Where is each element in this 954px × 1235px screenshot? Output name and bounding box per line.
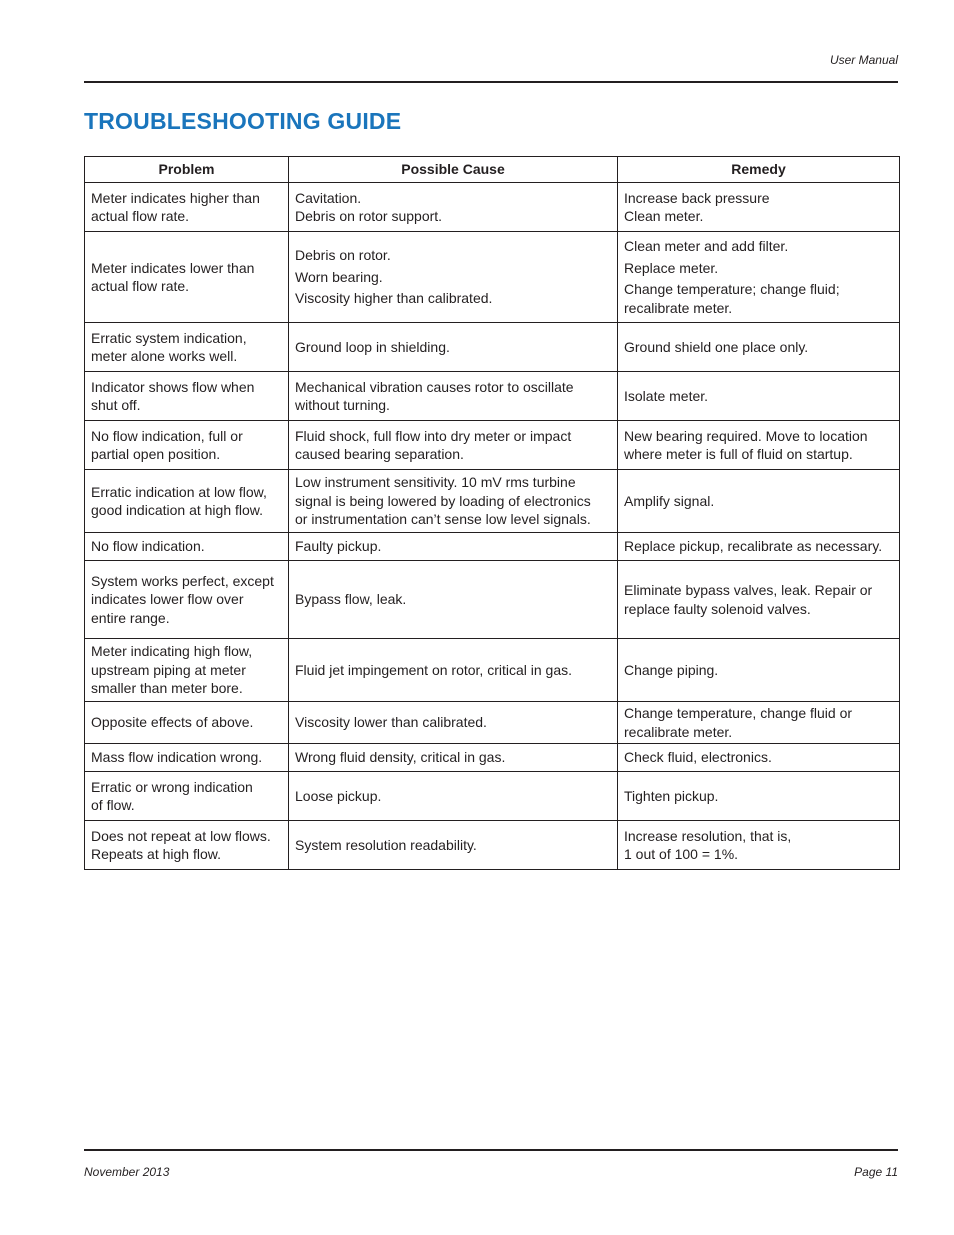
remedy-cell <box>618 744 900 772</box>
cell-line: Viscosity lower than calibrated. <box>295 714 487 731</box>
remedy-cell <box>618 772 900 821</box>
cell-line: caused bearing separation. <box>295 446 464 462</box>
cell-line: Opposite effects of above. <box>91 714 254 731</box>
problem-cell <box>85 372 289 421</box>
column-header-problem: Problem <box>85 157 289 183</box>
cell-line: Change piping. <box>624 661 719 678</box>
cell-line: Wrong fluid density, critical in gas. <box>295 749 506 766</box>
cell-line: or instrumentation can’t sense low level signals. <box>295 511 591 528</box>
page-title: TROUBLESHOOTING GUIDE <box>84 108 402 134</box>
cell-line: indicates lower flow over <box>91 591 244 608</box>
table-row <box>85 744 900 772</box>
troubleshooting-table <box>84 156 900 870</box>
cell-line: good indication at high flow. <box>91 502 264 518</box>
problem-cell <box>85 744 289 772</box>
cell-line: Fluid shock, full flow into dry meter or impact <box>295 427 572 444</box>
cell-line: Mechanical vibration causes rotor to oscillate <box>295 378 574 395</box>
cell-line: Change temperature; change fluid; recalibrate meter. <box>624 281 840 316</box>
cell-line: New bearing required. Move to location <box>624 427 868 444</box>
table-row <box>85 821 900 870</box>
cell-line: Clean meter and add filter. <box>624 238 789 254</box>
cell-line: Amplify signal. <box>624 492 715 509</box>
cause-cell <box>289 821 618 870</box>
cause-cell <box>289 421 618 470</box>
cell-line: Viscosity higher than calibrated. <box>295 290 493 307</box>
cell-line: Replace meter. <box>624 259 719 276</box>
table-row <box>85 183 900 232</box>
problem-cell <box>85 232 289 323</box>
cell-line: actual flow rate. <box>91 278 190 294</box>
problem-cell <box>85 772 289 821</box>
table-row <box>85 323 900 372</box>
footer-date: November 2013 <box>84 1165 170 1179</box>
cell-line: partial open position. <box>91 446 221 462</box>
column-header-possible-cause: Possible Cause <box>289 157 618 183</box>
cell-line: Check fluid, electronics. <box>624 749 772 766</box>
cell-line: Meter indicates lower than <box>91 259 255 276</box>
cell-line: No flow indication, full or <box>91 427 243 444</box>
table-row <box>85 702 900 744</box>
remedy-cell <box>618 639 900 702</box>
cell-line: replace faulty solenoid valves. <box>624 600 811 617</box>
cell-line: Loose pickup. <box>295 787 382 804</box>
cell-line: 1 out of 100 = 1%. <box>624 846 739 862</box>
column-header-remedy: Remedy <box>618 157 900 183</box>
remedy-cell <box>618 232 900 323</box>
cause-cell <box>289 183 618 232</box>
cell-line: upstream piping at meter <box>91 661 246 678</box>
cell-line: smaller than meter bore. <box>91 680 243 697</box>
table-row <box>85 533 900 561</box>
cell-line: shut off. <box>91 397 141 413</box>
remedy-cell <box>618 821 900 870</box>
cell-line: Bypass flow, leak. <box>295 591 407 608</box>
table-row <box>85 470 900 533</box>
cause-cell <box>289 533 618 561</box>
header-rule <box>84 81 898 83</box>
cell-line: System works perfect, except <box>91 572 274 589</box>
cell-line: Replace pickup, recalibrate as necessary. <box>624 538 883 555</box>
problem-cell <box>85 702 289 744</box>
cell-line: Debris on rotor support. <box>295 208 443 224</box>
cell-line: Change temperature, change fluid or <box>624 705 853 721</box>
cell-line: Cavitation. <box>295 189 362 206</box>
cell-line: Ground loop in shielding. <box>295 338 450 355</box>
problem-cell <box>85 533 289 561</box>
table-header-row <box>85 157 900 183</box>
remedy-cell <box>618 421 900 470</box>
table-row <box>85 372 900 421</box>
cell-line: Erratic system indication, <box>91 329 247 346</box>
cell-line: Clean meter. <box>624 208 704 224</box>
remedy-cell <box>618 702 900 744</box>
cell-line: actual flow rate. <box>91 208 190 224</box>
cell-line: No flow indication. <box>91 538 205 555</box>
cell-line: Mass flow indication wrong. <box>91 749 263 766</box>
problem-cell <box>85 421 289 470</box>
cell-line: Debris on rotor. <box>295 247 391 264</box>
running-header: User Manual <box>829 53 898 67</box>
cell-line: Low instrument sensitivity. 10 mV rms turbine <box>295 474 576 491</box>
cell-line: meter alone works well. <box>91 348 238 364</box>
cause-cell <box>289 470 618 533</box>
cell-line: Tighten pickup. <box>624 787 719 804</box>
remedy-cell <box>618 183 900 232</box>
cell-line: Eliminate bypass valves, leak. Repair or <box>624 582 873 598</box>
table-row <box>85 421 900 470</box>
cell-line: Worn bearing. <box>295 268 383 285</box>
cell-line: Repeats at high flow. <box>91 846 221 862</box>
problem-cell <box>85 639 289 702</box>
cause-cell <box>289 702 618 744</box>
page-number: Page 11 <box>854 1165 898 1179</box>
cell-line: without turning. <box>295 397 390 413</box>
cell-line: of flow. <box>91 797 135 813</box>
cell-line: Increase back pressure <box>624 189 770 206</box>
table-row <box>85 639 900 702</box>
remedy-cell <box>618 323 900 372</box>
cell-line: Ground shield one place only. <box>624 338 809 355</box>
cell-line: Faulty pickup. <box>295 538 382 555</box>
problem-cell <box>85 561 289 639</box>
cause-cell <box>289 772 618 821</box>
cell-line: Fluid jet impingement on rotor, critical in gas. <box>295 661 573 678</box>
table-row <box>85 232 900 323</box>
remedy-cell <box>618 561 900 639</box>
problem-cell <box>85 470 289 533</box>
cell-line: Erratic or wrong indication <box>91 778 253 795</box>
table-row <box>85 561 900 639</box>
footer-rule <box>84 1149 898 1151</box>
cell-line: signal is being lowered by loading of electronics <box>295 492 591 509</box>
remedy-cell <box>618 470 900 533</box>
remedy-cell <box>618 372 900 421</box>
cell-line: Indicator shows flow when <box>91 378 255 395</box>
cause-cell <box>289 232 618 323</box>
cause-cell <box>289 744 618 772</box>
cell-line: where meter is full of fluid on startup. <box>624 446 853 462</box>
cell-line: Erratic indication at low flow, <box>91 483 267 500</box>
problem-cell <box>85 323 289 372</box>
cell-line: Does not repeat at low flows. <box>91 827 271 844</box>
problem-cell <box>85 821 289 870</box>
cell-line: Isolate meter. <box>624 387 709 404</box>
cell-line: Increase resolution, that is, <box>624 827 792 844</box>
cause-cell <box>289 323 618 372</box>
cause-cell <box>289 561 618 639</box>
cell-line: entire range. <box>91 609 170 626</box>
problem-cell <box>85 183 289 232</box>
cause-cell <box>289 372 618 421</box>
cell-line: recalibrate meter. <box>624 723 733 740</box>
cause-cell <box>289 639 618 702</box>
cell-line: Meter indicating high flow, <box>91 643 253 660</box>
table-row <box>85 772 900 821</box>
cell-line: System resolution readability. <box>295 836 477 853</box>
cell-line: Meter indicates higher than <box>91 189 260 206</box>
remedy-cell <box>618 533 900 561</box>
